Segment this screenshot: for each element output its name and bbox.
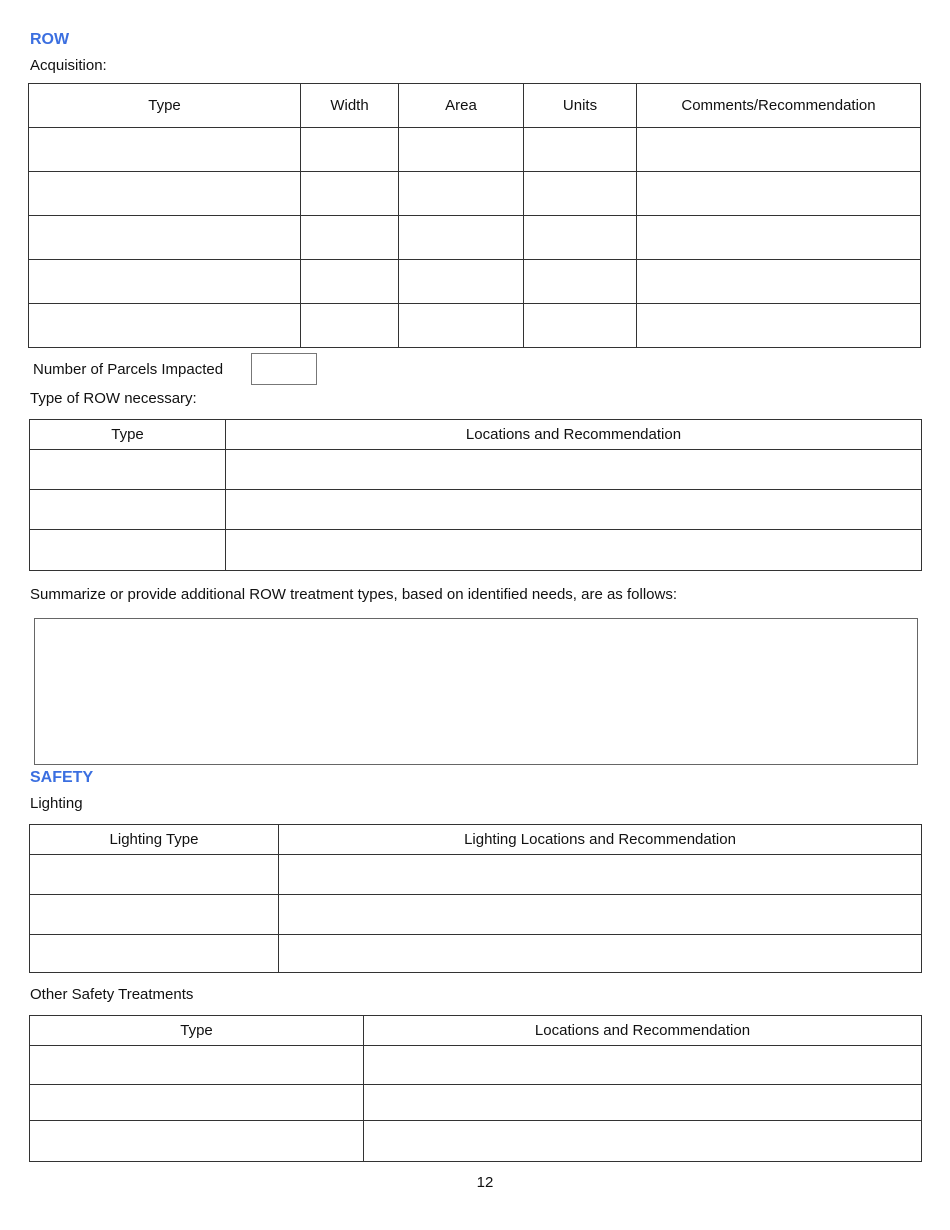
page-number: 12 <box>476 1174 494 1191</box>
lighting-locations-cell[interactable] <box>279 895 922 935</box>
units-cell[interactable] <box>524 128 637 172</box>
col-header-comments: Comments/Recommendation <box>637 84 921 128</box>
type-cell[interactable] <box>30 1046 364 1085</box>
area-cell[interactable] <box>399 304 524 348</box>
area-cell[interactable] <box>399 260 524 304</box>
other-safety-label: Other Safety Treatments <box>30 986 194 1003</box>
width-cell[interactable] <box>301 128 399 172</box>
locations-cell[interactable] <box>226 530 922 571</box>
other-safety-header-row <box>30 1016 922 1046</box>
row-type-label: Type of ROW necessary: <box>30 390 197 407</box>
table-row <box>30 530 922 571</box>
lighting-type-cell[interactable] <box>30 935 279 973</box>
col-header-locations: Locations and Recommendation <box>364 1016 922 1046</box>
width-cell[interactable] <box>301 172 399 216</box>
col-header-type: Type <box>29 84 301 128</box>
table-row <box>30 895 922 935</box>
table-row <box>30 935 922 973</box>
table-row <box>29 128 921 172</box>
col-header-type: Type <box>30 420 226 450</box>
table-row <box>30 1121 922 1162</box>
locations-cell[interactable] <box>364 1121 922 1162</box>
acquisition-table <box>28 83 921 348</box>
table-row <box>30 450 922 490</box>
type-cell[interactable] <box>30 450 226 490</box>
lighting-locations-cell[interactable] <box>279 935 922 973</box>
col-header-locations: Locations and Recommendation <box>226 420 922 450</box>
type-cell[interactable] <box>30 490 226 530</box>
units-cell[interactable] <box>524 304 637 348</box>
row-type-header-row <box>30 420 922 450</box>
col-header-lighting-locations: Lighting Locations and Recommendation <box>279 825 922 855</box>
row-type-table <box>29 419 922 571</box>
type-cell[interactable] <box>29 128 301 172</box>
table-row <box>29 172 921 216</box>
units-cell[interactable] <box>524 260 637 304</box>
type-cell[interactable] <box>30 1085 364 1121</box>
comments-cell[interactable] <box>637 216 921 260</box>
other-safety-table <box>29 1015 922 1162</box>
type-cell[interactable] <box>29 260 301 304</box>
table-row <box>29 216 921 260</box>
parcels-impacted-field[interactable] <box>251 353 317 385</box>
col-header-lighting-type: Lighting Type <box>30 825 279 855</box>
locations-cell[interactable] <box>226 450 922 490</box>
locations-cell[interactable] <box>364 1046 922 1085</box>
lighting-header-row <box>30 825 922 855</box>
table-row <box>30 490 922 530</box>
type-cell[interactable] <box>29 216 301 260</box>
area-cell[interactable] <box>399 216 524 260</box>
lighting-label: Lighting <box>30 795 83 812</box>
table-row <box>30 1046 922 1085</box>
width-cell[interactable] <box>301 216 399 260</box>
col-header-area: Area <box>399 84 524 128</box>
row-section-title: ROW <box>30 31 70 48</box>
table-row <box>30 1085 922 1121</box>
lighting-table <box>29 824 922 973</box>
safety-section-title: SAFETY <box>30 769 94 786</box>
col-header-units: Units <box>524 84 637 128</box>
table-row <box>29 260 921 304</box>
col-header-type: Type <box>30 1016 364 1046</box>
acquisition-header-row <box>29 84 921 128</box>
table-row <box>30 855 922 895</box>
comments-cell[interactable] <box>637 304 921 348</box>
lighting-locations-cell[interactable] <box>279 855 922 895</box>
type-cell[interactable] <box>29 304 301 348</box>
comments-cell[interactable] <box>637 260 921 304</box>
locations-cell[interactable] <box>226 490 922 530</box>
comments-cell[interactable] <box>637 128 921 172</box>
lighting-type-cell[interactable] <box>30 855 279 895</box>
summary-text-area[interactable] <box>34 618 918 765</box>
type-cell[interactable] <box>30 530 226 571</box>
summary-label: Summarize or provide additional ROW treatment types, based on identified needs, are as follows: <box>30 586 677 603</box>
type-cell[interactable] <box>30 1121 364 1162</box>
units-cell[interactable] <box>524 216 637 260</box>
col-header-width: Width <box>301 84 399 128</box>
area-cell[interactable] <box>399 172 524 216</box>
locations-cell[interactable] <box>364 1085 922 1121</box>
table-row <box>29 304 921 348</box>
units-cell[interactable] <box>524 172 637 216</box>
width-cell[interactable] <box>301 304 399 348</box>
width-cell[interactable] <box>301 260 399 304</box>
parcels-impacted-label: Number of Parcels Impacted <box>33 361 224 378</box>
acquisition-label: Acquisition: <box>30 57 107 74</box>
comments-cell[interactable] <box>637 172 921 216</box>
lighting-type-cell[interactable] <box>30 895 279 935</box>
type-cell[interactable] <box>29 172 301 216</box>
area-cell[interactable] <box>399 128 524 172</box>
